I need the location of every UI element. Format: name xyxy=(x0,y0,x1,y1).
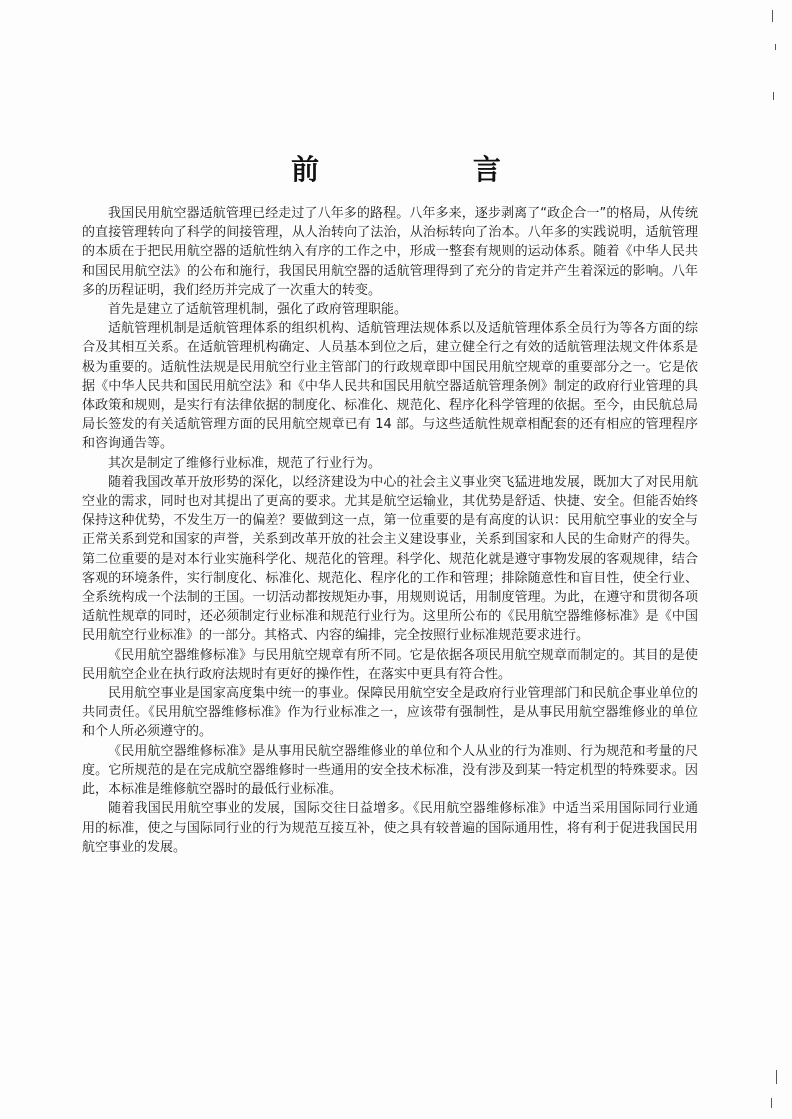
paragraph: 适航管理机制是适航管理体系的组织机构、适航管理法规体系以及适航管理体系全员行为等各方面的综合及其相互关系。在适航管理机构确定、人员基本到位之后，建立健全行之有效的适航管理法规文件体系是极为重要的。适航性法规是民用航空行业主管部门的行政规章即中国民用航空规章的重要部分之一。它是依据《中华人民共和国民用航空法》和《中华人民共和国民用航空器适航管理条例》制定的政府行业管理的具体政策和规则，是实行有法律依据的制度化、标准化、规范化、程序化科学管理的依据。至今，由民航总局局长签发的有关适航管理方面的民用航空规章已有 14 部。与这些适航性规章相配套的还有相应的管理程序和咨询通告等。 xyxy=(82,321,698,452)
paragraph: 随着我国改革开放形势的深化，以经济建设为中心的社会主义事业突飞猛进地发展，既加大了对民用航空业的需求，同时也对其提出了更高的要求。尤其是航空运输业，其优势是舒适、快捷、安全。但能否始终保持这种优势，不发生万一的偏差？要做到这一点，第一位重要的是有高度的认识：民用航空事业的安全与正常关系到党和国家的声誉，关系到改革开放的社会主义建设事业，关系到国家和人民的生命财产的得失。第二位重要的是对本行业实施科学化、规范化的管理。科学化、规范化就是遵守事物发展的客观规律，结合客观的环境条件，实行制度化、标准化、规范化、程序化的工作和管理；排除随意性和盲目性，使全行业、全系统构成一个法制的王国。一切活动都按规矩办事，用规则说话，用制度管理。为此，在遵守和贯彻各项适航性规章的同时，还必须制定行业标准和规范行业行为。这里所公布的《民用航空器维修标准》是《中国民用航空行业标准》的一部分。其格式、内容的编排，完全按照行业标准规范要求进行。 xyxy=(82,474,698,644)
scan-edge-mark xyxy=(775,44,776,50)
document-body xyxy=(82,204,698,857)
page-title: 前 言 xyxy=(291,153,573,186)
scan-edge-mark xyxy=(771,1098,772,1108)
scan-edge-mark xyxy=(772,10,773,22)
paragraph: 《民用航空器维修标准》是从事用民航空器维修业的单位和个人从业的行为准则、行为规范和考量的尺度。它所规范的是在完成航空器维修时一些通用的安全技术标准，没有涉及到某一特定机型的特殊要求。因此，本标准是维修航空器时的最低行业标准。 xyxy=(82,743,698,798)
paragraph: 民用航空事业是国家高度集中统一的事业。保障民用航空安全是政府行业管理部门和民航企事业单位的共同责任。《民用航空器维修标准》作为行业标准之一，应该带有强制性，是从事民用航空器维修业的单位和个人所必须遵守的。 xyxy=(82,686,698,740)
paragraph: 随着我国民用航空事业的发展，国际交往日益增多。《民用航空器维修标准》中适当采用国际同行业通用的标准，使之与国际同行业的行为规范互接互补，使之具有较普遍的国际通用性，将有利于促进我国民用航空事业的发展。 xyxy=(82,801,698,855)
paragraph: 我国民用航空器适航管理已经走过了八年多的路程。八年多来，逐步剥离了“政企合一”的格局，从传统的直接管理转向了科学的间接管理，从人治转向了法治，从治标转向了治本。八年多的实践说明，适航管理的本质在于把民用航空器的适航性纳入有序的工作之中，形成一整套有规则的运动体系。随着《中华人民共和国民用航空法》的公布和施行，我国民用航空器的适航管理得到了充分的肯定并产生着深远的影响。八年多的历程证明，我们经历并完成了一次重大的转变。 xyxy=(82,206,698,298)
scan-edge-mark xyxy=(776,1070,777,1084)
scan-edge-mark xyxy=(773,92,774,100)
paragraph: 首先是建立了适航管理机制，强化了政府管理职能。 xyxy=(108,302,408,318)
paragraph: 《民用航空器维修标准》与民用航空规章有所不同。它是依据各项民用航空规章而制定的。其目的是使民用航空企业在执行政府法规时有更好的操作性，在落实中更具有符合性。 xyxy=(82,647,698,682)
paragraph: 其次是制定了维修行业标准，规范了行业行为。 xyxy=(108,455,382,471)
